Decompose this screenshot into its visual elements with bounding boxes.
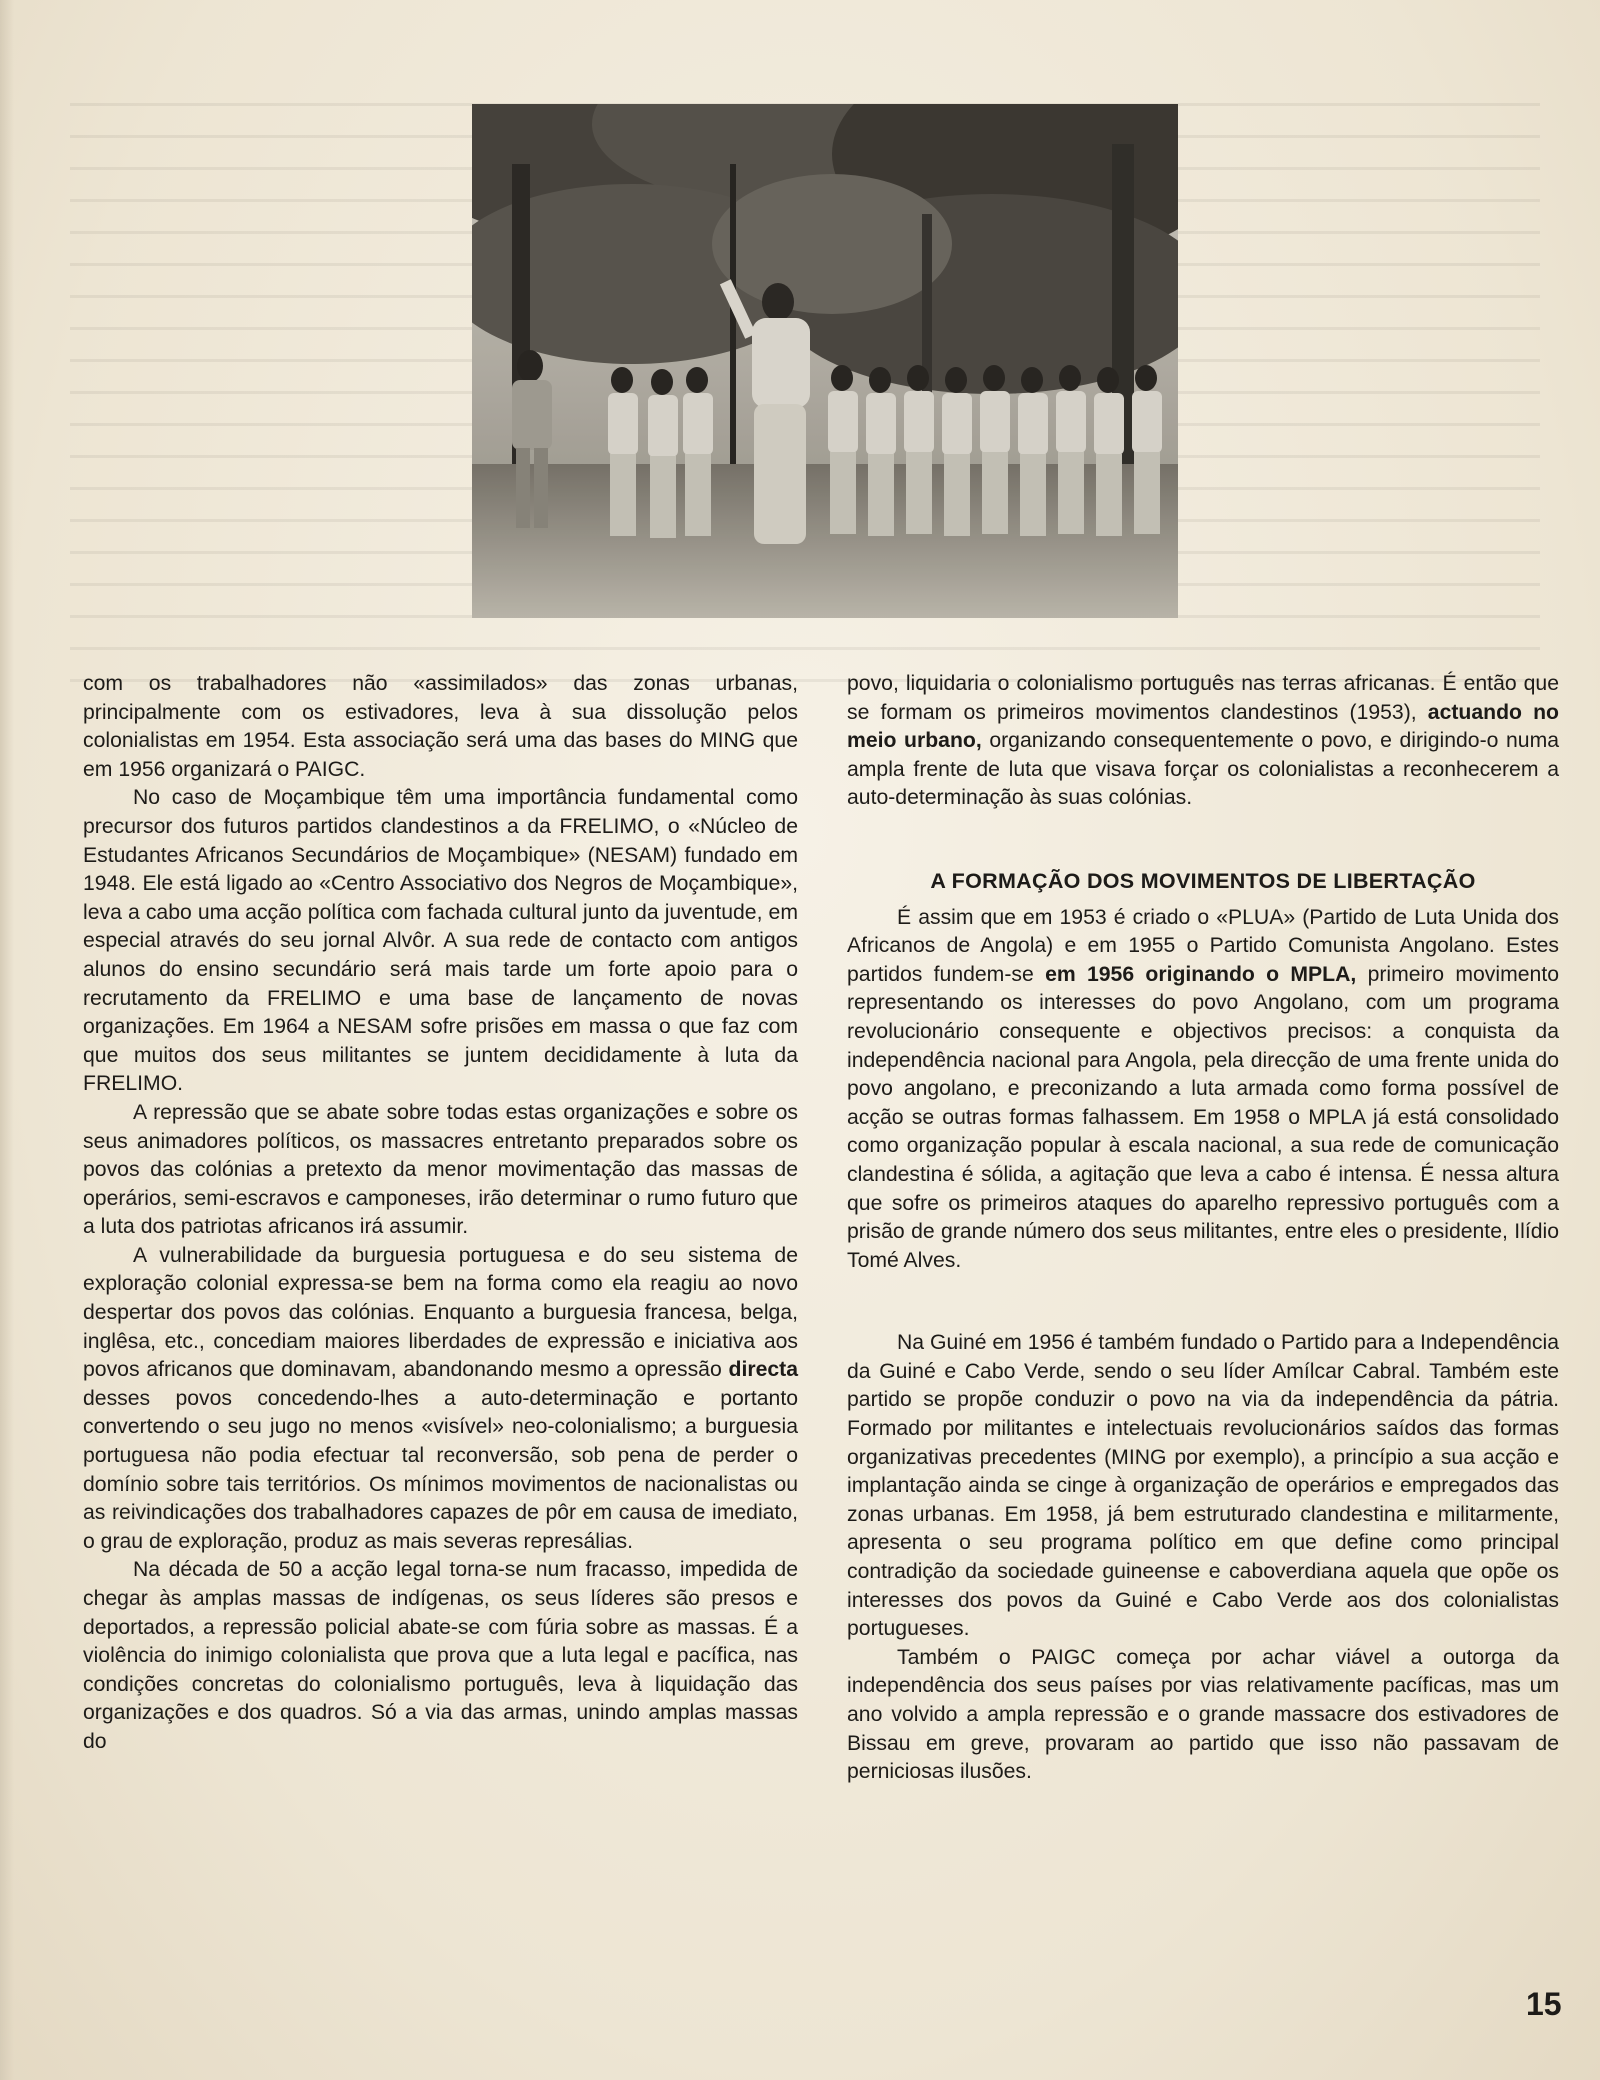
right-paragraph-1 (847, 670, 1559, 813)
right-paragraph-4: Também o PAIGC começa por achar viável a outorga da independência dos seus países por vias relativamente pacíficas, mas um ano volvido a ampla repressão e o grande massacre dos estivadores de Bissau em greve, provaram ao partido que isso não passavam de perniciosas ilusões. (847, 1645, 1559, 1784)
left-paragraph-5: Na década de 50 a acção legal torna-se num fracasso, impedida de chegar às amplas massas de indígenas, os seus líderes são presos e deportados, a repressão policial abate-se com fúria sobre as massas. É a violência do inimigo colonialista que prova que a luta legal e pacífica, nas condições concretas do colonialismo português, leva à liquidação das organizações e dos quadros. Só a via das armas, unindo amplas massas do (83, 1558, 798, 1753)
left-paragraph-4 (83, 1242, 798, 1557)
left-paragraph-4-bold: directa (728, 1358, 798, 1382)
left-paragraph-4-end: desses povos concedendo-lhes a auto-determinação e portanto convertendo o seu jugo no menos «visível» neo-colonialismo; a burguesia portuguesa não podia efectuar tal reconversão, sob pena de perder o domínio sobre tais territórios. Os mínimos movimentos de nacionalistas ou as reivindicações dos trabalhadores capazes de pôr em causa de imediato, o grau de exploração, produz as mais severas represálias. (83, 1386, 798, 1553)
left-paragraph-2: No caso de Moçambique têm uma importância fundamental como precursor dos futuros partidos clandestinos a da FRELIMO, o «Núcleo de Estudantes Africanos Secundários de Moçambique» (NESAM) fundado em 1948. Ele está ligado ao «Centro Associativo dos Negros de Moçambique», leva a cabo uma acção política com fachada cultural junto da juventude, em especial através do seu jornal Alvôr. A sua rede de contacto com antigos alunos do ensino secundário será mais tarde um forte apoio para o recrutamento da FRELIMO e uma base de lançamento de novas organizações. Em 1964 a NESAM sofre prisões em massa o que faz com que muitos dos seus militantes se juntem decididamente à luta da FRELIMO. (83, 786, 798, 1096)
right-paragraph-1-start: povo, liquidaria o colonialismo português nas terras africanas. É então que se formam os primeiros movimentos clandestinos (1953), (847, 672, 1559, 724)
right-paragraph-3: Na Guiné em 1956 é também fundado o Partido para a Independência da Guiné e Cabo Verde, sendo o seu líder Amílcar Cabral. Também este partido se propõe conduzir o povo na via da independência da pátria. Formado por militantes e intelectuais revolucionários saídos das formas organizativas precedentes (MING por exemplo), a princípio a sua acção e implantação ainda se cinge à organização de operários e empregados das zonas urbanas. Em 1958, já bem estruturado clandestina e militarmente, apresenta o seu programa político em que define como principal contradição da sociedade guineense e caboverdiana aquela que opõe os interesses dos povos da Guiné e Cabo Verde aos dos colonialistas portugueses. (847, 1331, 1559, 1641)
right-paragraph-2 (847, 904, 1559, 1276)
right-paragraph-1-end: organizando consequentemente o povo, e dirigindo-o numa ampla frente de luta que visava forçar os colonialistas a reconhecerem a auto-determinação às suas colónias. (847, 729, 1560, 810)
left-paragraph-1: com os trabalhadores não «assimilados» das zonas urbanas, principalmente com os estivadores, leva à sua dissolução pelos colonialistas em 1954. Esta associação será uma das bases do MING que em 1956 organizará o PAIGC. (83, 672, 798, 781)
photo-flag-raising-icon (472, 104, 1178, 618)
left-paragraph-4-start: A vulnerabilidade da burguesia portuguesa e do seu sistema de exploração colonial expressa-se bem na forma como ela reagiu ao novo despertar dos povos das colónias. Enquanto a burguesia francesa, belga, inglêsa, etc., concediam maiores liberdades de expressão e iniciativa aos povos africanos que dominavam, abandonando mesmo a opressão (83, 1243, 798, 1382)
right-paragraph-1-bold: actuando no meio urbano, (847, 700, 1559, 753)
spacer (847, 813, 1559, 867)
page-number: 15 (1526, 1986, 1562, 2022)
binding-edge (0, 0, 14, 2080)
right-paragraph-2-start: É assim que em 1953 é criado o «PLUA» (Partido de Luta Unida dos Africanos de Angola) e em 1955 o Partido Comunista Angolano. Estes partidos fundem-se (847, 905, 1559, 986)
photo-flag-raising (472, 104, 1178, 618)
spacer (847, 1275, 1559, 1329)
right-paragraph-2-bold: em 1956 originando o MPLA, (1045, 962, 1357, 986)
left-paragraph-3: A repressão que se abate sobre todas estas organizações e sobre os seus animadores políticos, os massacres entretanto preparados sobre os povos das colónias a pretexto da menor movimentação das massas de operários, semi-escravos e camponeses, irão determinar o rumo futuro que a luta dos patriotas africanos irá assumir. (83, 1100, 798, 1239)
right-paragraph-2-end: primeiro movimento representando os interesses do povo Angolano, com um programa revolucionário consequente e objectivos precisos: a conquista da independência nacional para Angola, pela direcção de uma frente unida do povo angolano, e preconizando a luta armada como forma possível de acção se outras formas falhassem. Em 1958 o MPLA já está consolidado como organização popular à escala nacional, a sua rede de comunicação clandestina é sólida, a agitação que leva a cabo é intensa. É nessa altura que sofre os primeiros ataques do aparelho repressivo português com a prisão de grande número dos seus militantes, entre eles o presidente, Ilídio Tomé Alves. (847, 962, 1559, 1272)
section-heading: A FORMAÇÃO DOS MOVIMENTOS DE LIBERTAÇÃO (930, 868, 1476, 893)
right-column (847, 670, 1559, 1787)
left-column (83, 670, 798, 1757)
